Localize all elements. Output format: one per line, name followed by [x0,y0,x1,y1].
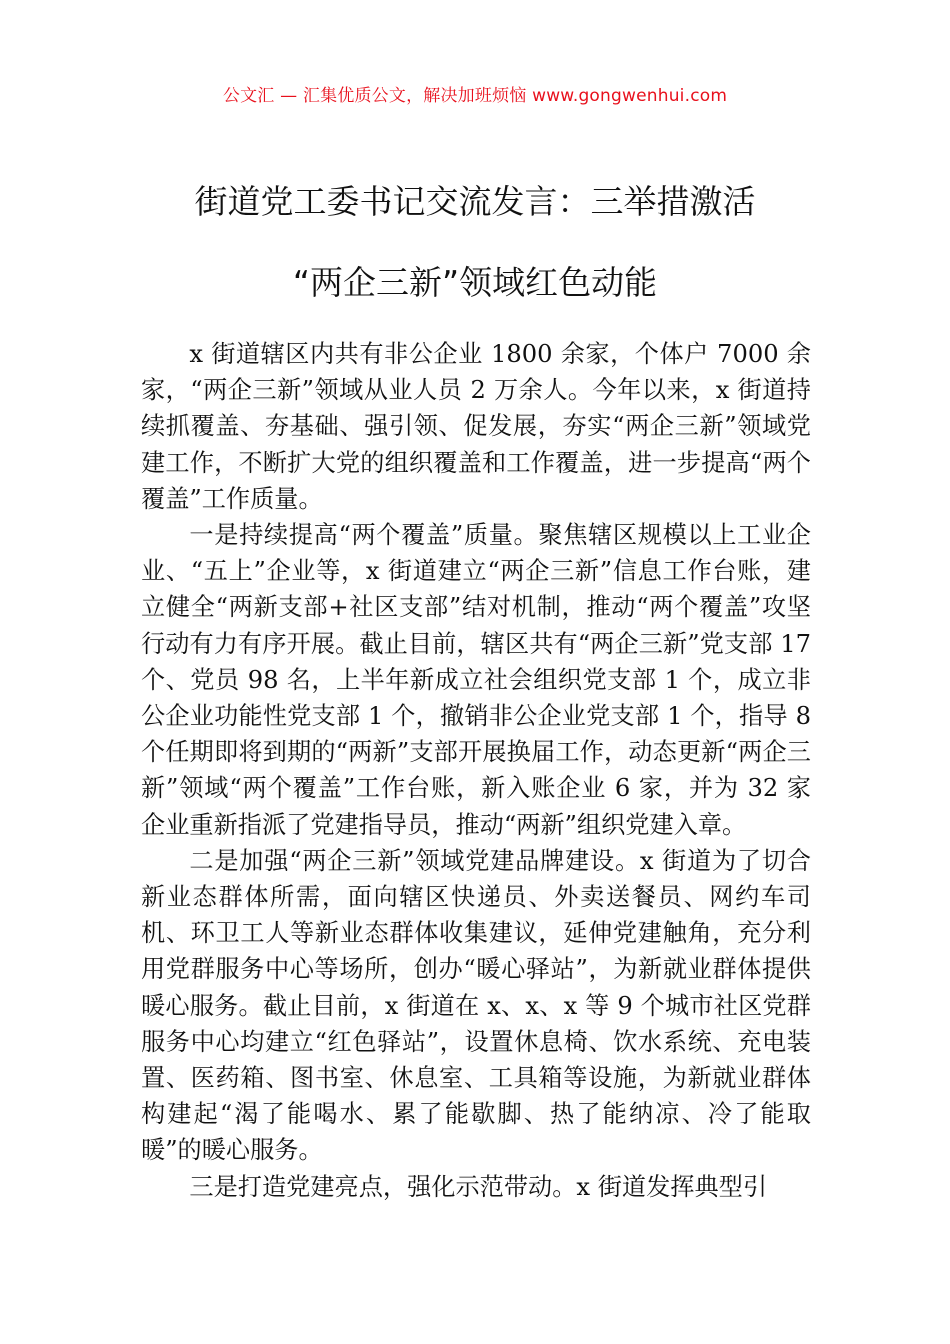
paragraph-one: 一是持续提高“两个覆盖”质量。聚焦辖区规模以上工业企业、“五上”企业等，x 街道建立“两企三新”信息工作台账，建立健全“两新支部+社区支部”结对机制，推动“两个覆盖”攻坚行动有力有序开展。截止目前，辖区共有“两企三新”党支部 17 个、党员 98 名，上半年新成立社会组织党支部 1 个，成立非公企业功能性党支部 1 个，撤销非公企业党支部 1 个，指导 8 个任期即将到期的“两新”支部开展换届工作，动态更新“两企三新”领域“两个覆盖”工作台账，新入账企业 6 家，并为 32 家企业重新指派了党建指导员，推动“两新”组织党建入章。 [141,521,811,839]
paragraph-three: 三是打造党建亮点，强化示范带动。x 街道发挥典型引 [189,1172,768,1201]
paragraph-two: 二是加强“两企三新”领域党建品牌建设。x 街道为了切合新业态群体所需，面向辖区快递员、外卖送餐员、网约车司机、环卫工人等新业态群体收集建议，延伸党建触角，充分利用党群服务中心等场所，创办“暖心驿站”，为新就业群体提供暖心服务。截止目前，x 街道在 x、x、x 等 9 个城市社区党群服务中心均建立“红色驿站”，设置休息椅、饮水系统、充电装置、医药箱、图书室、休息室、工具箱等设施，为新就业群体构建起“渴了能喝水、累了能歇脚、热了能纳凉、冷了能取暖”的暖心服务。 [141,846,811,1165]
paragraph-intro: x 街道辖区内共有非公企业 1800 余家，个体户 7000 余家，“两企三新”领域从业人员 2 万余人。今年以来，x 街道持续抓覆盖、夯基础、强引领、促发展，夯实“两企三新”领域党建工作，不断扩大党的组织覆盖和工作覆盖，进一步提高“两个覆盖”工作质量。 [141,340,811,513]
title-line-2: “两企三新”领域红色动能 [292,263,658,302]
header-banner: 公文汇 — 汇集优质公文，解决加班烦恼 www.gongwenhui.com [222,86,728,106]
document-title [60,176,890,309]
title-line-1: 街道党工委书记交流发言：三举措激活 [194,182,756,221]
document-body [141,336,811,1205]
